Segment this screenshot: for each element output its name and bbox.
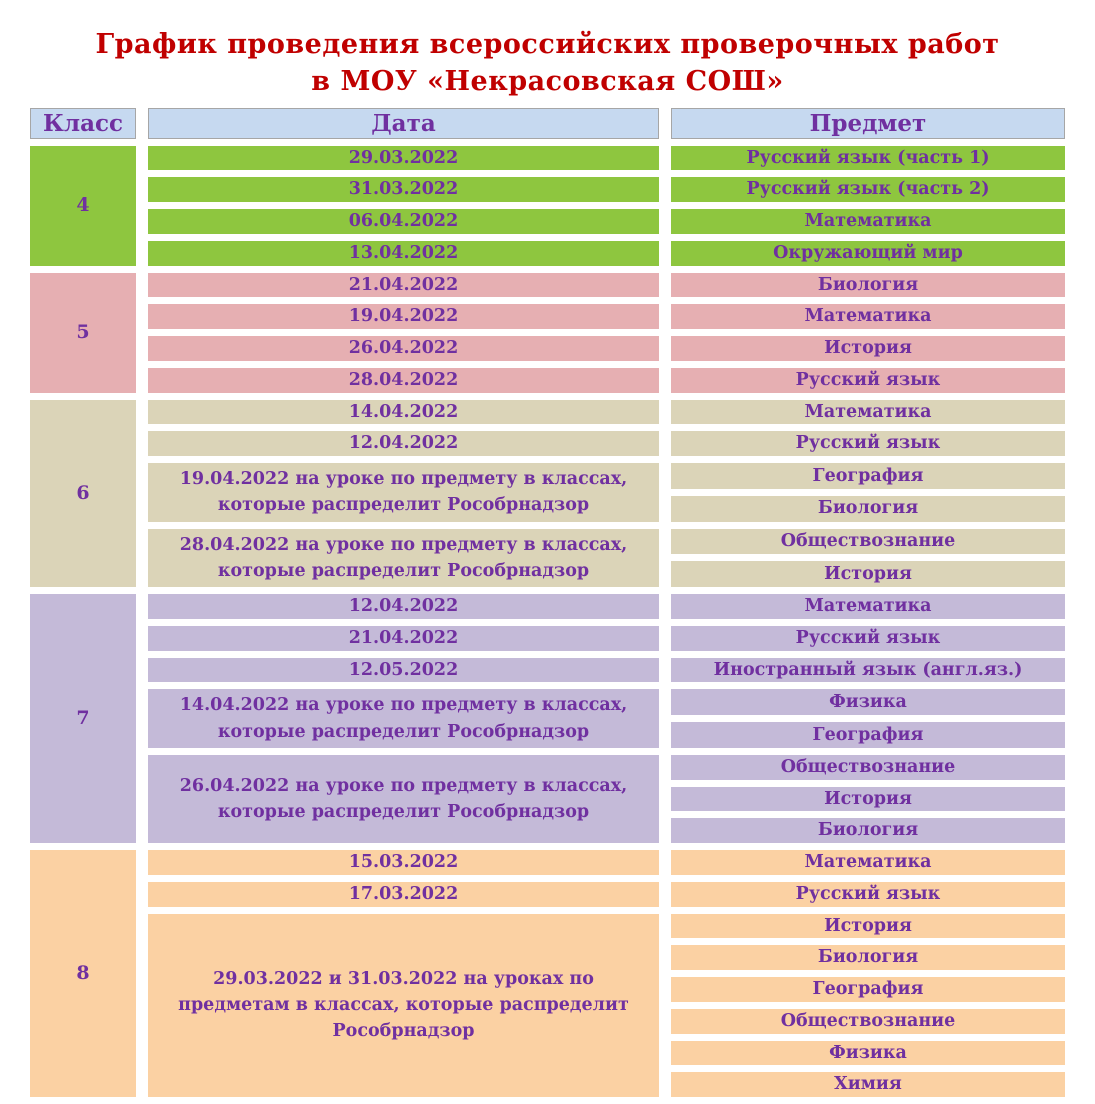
subject-cell: Математика [671,400,1065,425]
table-row [30,689,1065,715]
table-row [30,850,1065,875]
date-cell: 21.04.2022 [148,626,659,651]
subject-cell: История [671,914,1065,939]
subject-cell: Русский язык (часть 2) [671,177,1065,202]
subject-cell: Русский язык (часть 1) [671,146,1065,171]
subject-cell: Физика [671,1041,1065,1066]
subject-cell: Иностранный язык (англ.яз.) [671,658,1065,683]
subject-cell: Математика [671,209,1065,234]
date-cell: 17.03.2022 [148,882,659,907]
subject-cell: История [671,336,1065,361]
class-cell: 7 [30,594,136,843]
table-row [30,529,1065,555]
table-row [30,336,1065,361]
subject-cell: Обществознание [671,529,1065,555]
header-date: Дата [148,108,659,139]
table-row [30,755,1065,780]
table-row [30,658,1065,683]
subject-cell: Математика [671,594,1065,619]
table-row [30,304,1065,329]
subject-cell: Химия [671,1072,1065,1097]
date-cell: 14.04.2022 на уроке по предмету в классах, которые распределит Рособрнадзор [148,689,659,748]
subject-cell: Обществознание [671,1009,1065,1034]
table-row [30,368,1065,393]
subject-cell: Окружающий мир [671,241,1065,266]
subject-cell: История [671,561,1065,587]
header-subject: Предмет [671,108,1065,139]
date-cell: 06.04.2022 [148,209,659,234]
table-row [30,241,1065,266]
table-row [30,463,1065,489]
class-cell: 6 [30,400,136,588]
schedule-table [18,101,1077,1104]
subject-cell: Русский язык [671,626,1065,651]
date-cell: 31.03.2022 [148,177,659,202]
date-cell: 19.04.2022 [148,304,659,329]
subject-cell: История [671,787,1065,812]
subject-cell: Биология [671,818,1065,843]
subject-cell: Биология [671,945,1065,970]
date-cell: 15.03.2022 [148,850,659,875]
schedule-body [30,146,1065,1098]
table-row [30,882,1065,907]
table-row [30,914,1065,939]
subject-cell: Биология [671,496,1065,522]
table-row [30,626,1065,651]
date-cell: 19.04.2022 на уроке по предмету в классах, которые распределит Рособрнадзор [148,463,659,522]
table-row [30,273,1065,298]
date-cell: 21.04.2022 [148,273,659,298]
subject-cell: Русский язык [671,431,1065,456]
date-cell: 29.03.2022 [148,146,659,171]
subject-cell: География [671,722,1065,748]
subject-cell: География [671,977,1065,1002]
class-cell: 5 [30,273,136,393]
subject-cell: Обществознание [671,755,1065,780]
table-row [30,431,1065,456]
header-row [30,108,1065,139]
subject-cell: Математика [671,850,1065,875]
title-line-2: в МОУ «Некрасовская СОШ» [0,63,1095,100]
subject-cell: Русский язык [671,368,1065,393]
date-cell: 13.04.2022 [148,241,659,266]
table-row [30,594,1065,619]
date-cell: 12.04.2022 [148,594,659,619]
date-cell: 26.04.2022 на уроке по предмету в классах, которые распределит Рособрнадзор [148,755,659,843]
subject-cell: Биология [671,273,1065,298]
page-title [0,26,1095,101]
table-row [30,400,1065,425]
date-cell: 12.05.2022 [148,658,659,683]
subject-cell: Русский язык [671,882,1065,907]
subject-cell: География [671,463,1065,489]
date-cell: 14.04.2022 [148,400,659,425]
date-cell: 26.04.2022 [148,336,659,361]
table-row [30,146,1065,171]
title-line-1: График проведения всероссийских проверочных работ [0,26,1095,63]
date-cell: 12.04.2022 [148,431,659,456]
date-cell: 28.04.2022 [148,368,659,393]
subject-cell: Математика [671,304,1065,329]
table-row [30,209,1065,234]
date-cell: 28.04.2022 на уроке по предмету в классах, которые распределит Рособрнадзор [148,529,659,588]
header-class: Класс [30,108,136,139]
class-cell: 4 [30,146,136,266]
table-row [30,177,1065,202]
class-cell: 8 [30,850,136,1097]
subject-cell: Физика [671,689,1065,715]
date-cell: 29.03.2022 и 31.03.2022 на уроках по предметам в классах, которые распределит Рособрнадзор [148,914,659,1098]
